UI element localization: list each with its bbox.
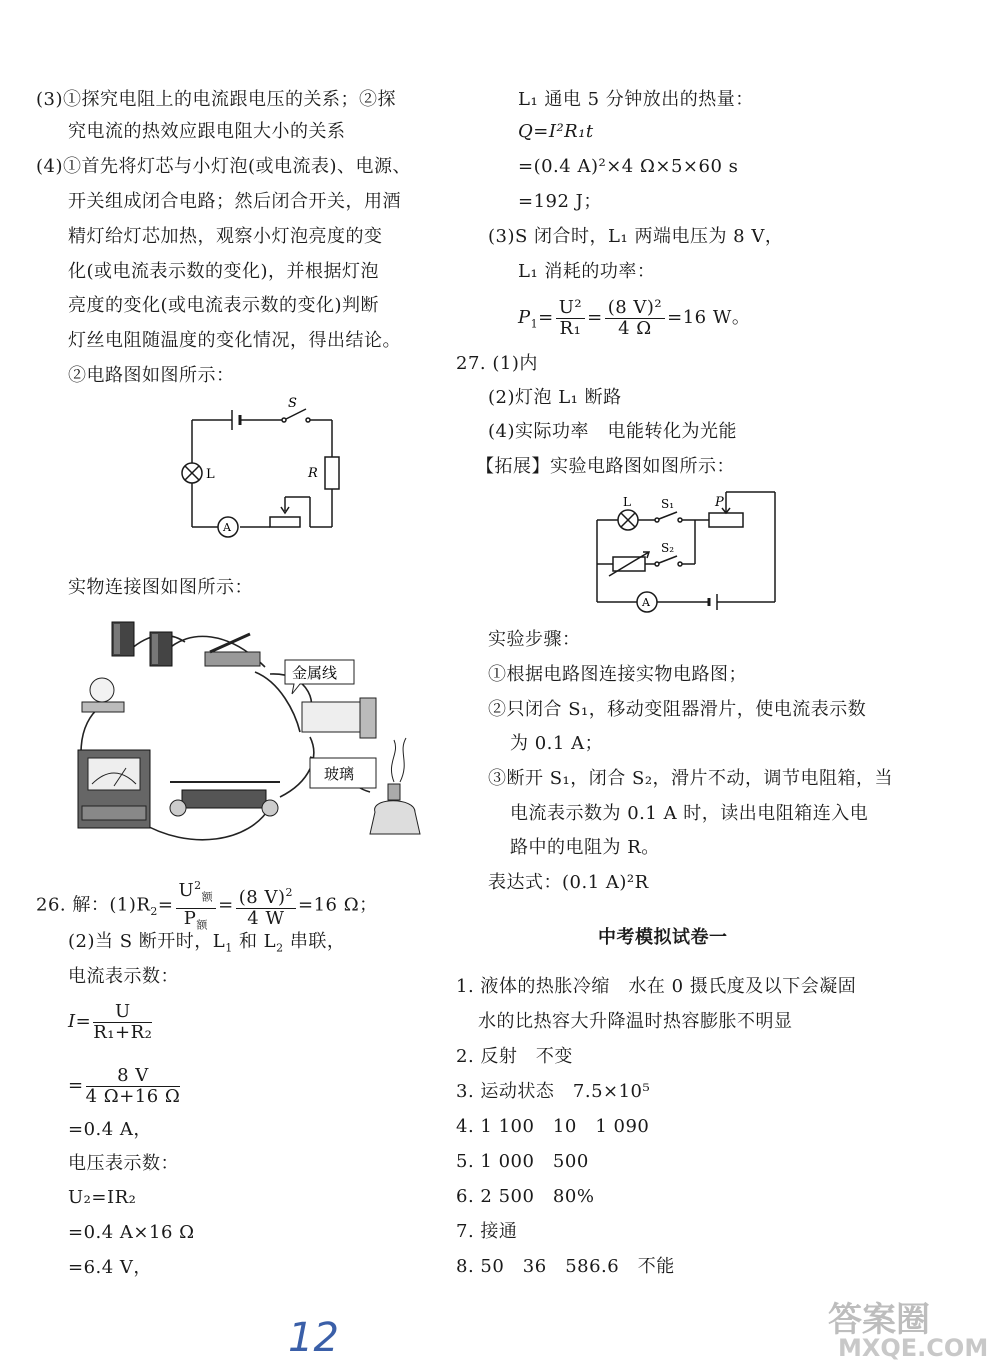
text-line: =6.4 V， bbox=[68, 1257, 152, 1278]
section-title: 中考模拟试卷一 bbox=[598, 927, 728, 948]
frac-num: (8 V)² bbox=[605, 298, 665, 319]
text-line: 4. 1 100 10 1 090 bbox=[456, 1116, 650, 1137]
circuit-diagram-2 bbox=[585, 484, 785, 614]
apparatus-photo bbox=[70, 612, 440, 860]
text-line: ①根据电路图连接实物电路图； bbox=[488, 664, 747, 685]
frac-den: P bbox=[183, 907, 197, 929]
frac-den: 4 W bbox=[247, 907, 285, 929]
watermark-logo: 答案圈 bbox=[828, 1300, 930, 1340]
frac-num: U² bbox=[556, 298, 585, 319]
text-span: 串联， bbox=[283, 931, 346, 952]
text-line: 6. 2 500 80% bbox=[456, 1186, 595, 1207]
text-line: 电压表示数： bbox=[68, 1153, 179, 1174]
ammeter-label: A bbox=[642, 596, 650, 609]
switch2-label: S₂ bbox=[661, 541, 675, 555]
frac-den: 4 Ω bbox=[618, 317, 652, 339]
current-eq-2: = $\frac{8 V}{4 \Omega+16 \Omega}$ bbox=[68, 1064, 181, 1107]
lamp-label: L bbox=[206, 467, 215, 482]
text-line: 开关组成闭合电路；然后闭合开关，用酒 bbox=[68, 191, 401, 212]
text-line: ②电路图如图所示： bbox=[68, 365, 235, 386]
frac-num: U bbox=[178, 880, 195, 901]
text-line: 精灯给灯芯加热，观察小灯泡亮度的变 bbox=[68, 226, 383, 247]
text-line: 灯丝电阻随温度的变化情况，得出结论。 bbox=[68, 330, 401, 351]
text-line: (2)当 S 断开时，$L_1$ 和 $L_2$ 串联， bbox=[68, 931, 346, 955]
text-line: Q=I²R₁t bbox=[518, 121, 594, 142]
ammeter-label: A bbox=[223, 521, 231, 534]
text-line: (2)灯泡 L₁ 断路 bbox=[488, 387, 622, 408]
handwritten-page-number: 12 bbox=[288, 1315, 339, 1361]
text-line: 为 0.1 A； bbox=[510, 733, 604, 754]
text-line: 表达式：(0.1 A)²R bbox=[488, 872, 649, 893]
current-eq: I= $\frac{U}{\text{R₁+R₂}}$ bbox=[68, 1000, 153, 1043]
text-line: 电流表示数： bbox=[68, 966, 179, 987]
eq-result: =16 W。 bbox=[667, 307, 751, 328]
text-line: =192 J； bbox=[518, 191, 602, 212]
q26-head: 26. 解：(1)R bbox=[36, 894, 151, 916]
frac-den: R₁ bbox=[559, 317, 582, 339]
text-line: ②只闭合 S₁，移动变阻器滑片，使电流表示数 bbox=[488, 699, 867, 720]
frac-den: 4 Ω+16 Ω bbox=[85, 1085, 181, 1107]
text-line: 化(或电流表示数的变化)，并根据灯泡 bbox=[68, 261, 380, 282]
text-line: 8. 50 36 586.6 不能 bbox=[456, 1256, 675, 1277]
text-line: L₁ 通电 5 分钟放出的热量： bbox=[518, 89, 754, 110]
text-line: 路中的电阻为 R。 bbox=[510, 837, 660, 858]
subscript: 额 bbox=[196, 918, 208, 932]
text-line: (3)①探究电阻上的电流跟电压的关系；②探 bbox=[36, 89, 396, 110]
text-span: (2)当 S 断开时，L bbox=[68, 931, 226, 952]
text-line: =0.4 A， bbox=[68, 1119, 152, 1140]
lamp-label: L bbox=[623, 495, 631, 509]
text-line: 电流表示数为 0.1 A 时，读出电阻箱连入电 bbox=[510, 803, 869, 824]
switch-label: S bbox=[288, 396, 297, 411]
text-line: (4)①首先将灯芯与小灯泡(或电流表)、电源、 bbox=[36, 156, 412, 177]
text-line: 2. 反射 不变 bbox=[456, 1046, 573, 1067]
text-line: U₂=IR₂ bbox=[68, 1187, 137, 1208]
text-line: 实验步骤： bbox=[488, 629, 581, 650]
text-line: ③断开 S₁，闭合 S₂，滑片不动，调节电阻箱，当 bbox=[488, 768, 894, 789]
text-line: 27. (1)内 bbox=[456, 353, 538, 374]
frac-num: U bbox=[93, 1002, 152, 1023]
text-line: =(0.4 A)²×4 Ω×5×60 s bbox=[518, 156, 739, 177]
frac-den: R₁+R₂ bbox=[93, 1021, 153, 1043]
resistor-label: R bbox=[308, 466, 318, 481]
switch1-label: S₁ bbox=[661, 497, 675, 511]
eq-result: =16 Ω； bbox=[297, 894, 378, 916]
text-line: 水的比热容大升降温时热容膨胀不明显 bbox=[478, 1011, 793, 1032]
text-line: 亮度的变化(或电流表示数的变化)判断 bbox=[68, 295, 380, 316]
metal-wire-label: 金属线 bbox=[292, 664, 338, 682]
text-line: (3)S 闭合时，L₁ 两端电压为 8 V， bbox=[488, 226, 784, 247]
circuit-diagram-1 bbox=[170, 395, 360, 545]
text-span: 和 L bbox=[232, 931, 277, 952]
rheostat-label: P bbox=[715, 495, 724, 510]
text-line: 1. 液体的热胀冷缩 水在 0 摄氏度及以下会凝固 bbox=[456, 976, 857, 997]
text-line: 究电流的热效应跟电阻大小的关系 bbox=[68, 121, 346, 142]
text-line: 实物连接图如图所示： bbox=[68, 577, 253, 598]
glass-label: 玻璃 bbox=[324, 765, 355, 783]
text-line: L₁ 消耗的功率： bbox=[518, 261, 656, 282]
text-line: 7. 接通 bbox=[456, 1221, 518, 1242]
text-line: 【拓展】实验电路图如图所示： bbox=[476, 456, 735, 477]
text-line: (4)实际功率 电能转化为光能 bbox=[488, 421, 737, 442]
watermark-url: MXQE.COM bbox=[838, 1334, 989, 1362]
text-line: 5. 1 000 500 bbox=[456, 1151, 589, 1172]
frac-num: 8 V bbox=[86, 1066, 181, 1087]
power-eq: $P_1=$ $\frac{\text{U²}}{\text{R₁}}$ = $\frac{\text{(8 V)²}}{4 \Omega}$ =16 W。 bbox=[518, 296, 751, 339]
frac-num: (8 V) bbox=[238, 886, 286, 908]
text-line: 3. 运动状态 7.5×10⁵ bbox=[456, 1081, 651, 1102]
q26-eq1: 26. 解：$(1)R_2=$ $\frac{U^2_额}{P_额}$ = $\frac{(8 V)^2}{4 W}$ =16 Ω； bbox=[36, 876, 378, 935]
text-line: =0.4 A×16 Ω bbox=[68, 1222, 195, 1243]
subscript: 额 bbox=[201, 890, 214, 904]
